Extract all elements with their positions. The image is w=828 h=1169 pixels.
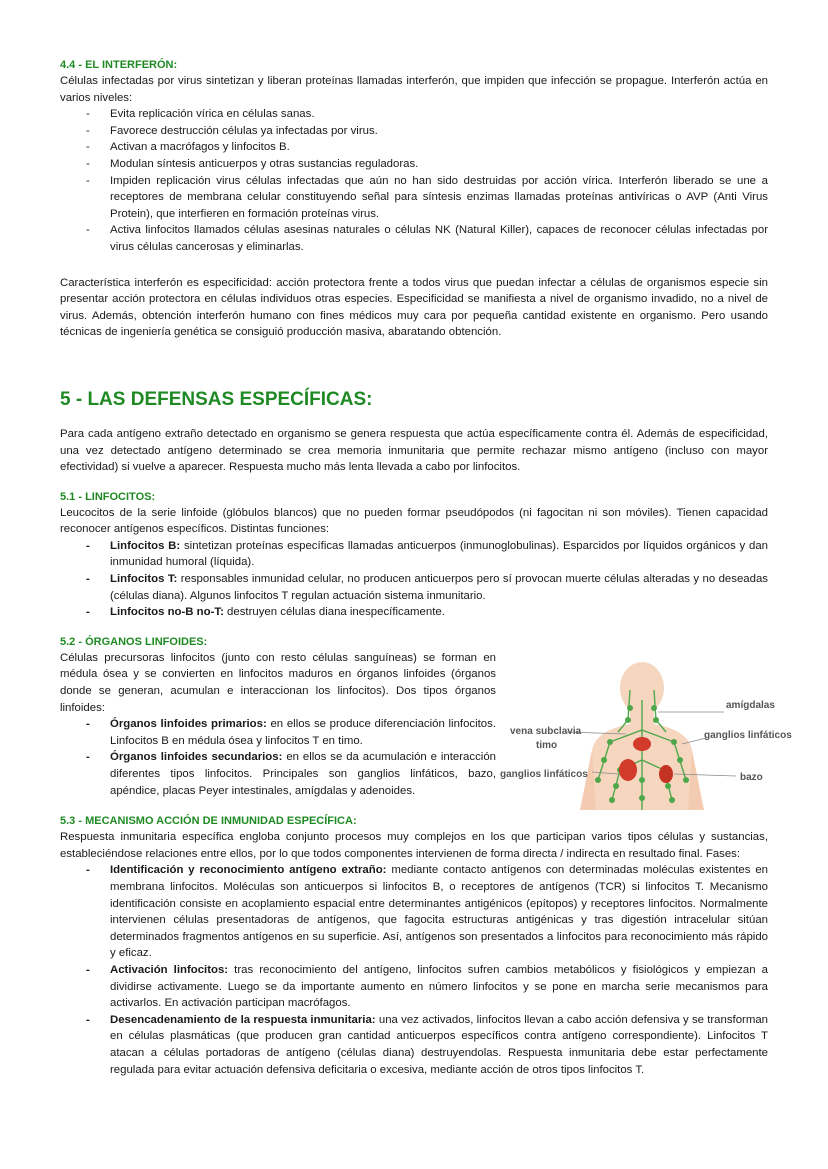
definition: destruyen células diana inespecíficamente. <box>223 606 445 619</box>
document-page <box>60 58 768 1078</box>
section-5-2-intro: Células precursoras linfocitos (junto con resto células sanguíneas) se forman en médula ósea y se convierten en linfocitos maduros en órganos linfoides (órganos donde se generan, acumulan e interaccionan los linfocitos). Dos tipos órganos linfoides: <box>60 651 496 714</box>
label-bazo: bazo <box>740 772 763 783</box>
term: Activación linfocitos: <box>110 963 229 976</box>
definition: responsables inmunidad celular, no producen anticuerpos pero sí provocan muerte células alteradas y no deseadas (células diana). Algunos linfocitos T regulan actuación sistema inmunitario. <box>110 573 768 602</box>
section-4-4-intro: Células infectadas por virus sintetizan y liberan proteínas llamadas interferón, que impiden que infección se propague. Interferón actúa en varios niveles: <box>60 75 768 104</box>
term: Desencadenamiento de la respuesta inmunitaria: <box>110 1013 376 1026</box>
list-item: - Favorece destrucción células ya infectadas por virus. <box>110 123 768 140</box>
section-5-2-heading: 5.2 - ÓRGANOS LINFOIDES: <box>60 635 208 648</box>
spleen <box>659 765 673 783</box>
section-5-3-intro: Respuesta inmunitaria específica engloba conjunto procesos muy complejos en los que participan varios tipos células y sustancias, estableciéndose relaciones entre ellos, por lo que todos componentes intervienen de forma directa / indirecta en resultado final. Fases: <box>60 831 768 860</box>
list-item: - Evita replicación vírica en células sanas. <box>110 106 768 123</box>
definition: en ellos se produce diferenciación linfocitos. Linfocitos B en médula ósea y linfocitos T en timo. <box>110 718 496 747</box>
section-5-intro: Para cada antígeno extraño detectado en organismo se genera respuesta que actúa específicamente contra él. Además de especificidad, una vez detectado antígeno determinado se crea memoria inmunitaria que permite rechazar mismo antígeno (incluso con mayor efectividad) si vuelve a aparecer. Respuesta mucho más lenta llevada a cabo por linfocitos. <box>60 427 768 474</box>
definition: en ellos se da acumulación e interacción diferentes tipos linfocitos. Principales son ganglios linfáticos, bazo, apéndice, placas Peyer intestinales, amígdalas y adenoides. <box>110 751 496 797</box>
term: Identificación y reconocimiento antígeno extraño: <box>110 864 387 877</box>
list-item <box>110 538 768 571</box>
section-5-heading: 5 - LAS DEFENSAS ESPECÍFICAS: <box>60 388 373 410</box>
definition: sintetizan proteínas específicas llamadas anticuerpos (inmunoglobulinas). Esparcidos por líquidos orgánicos y dan inmunidad humoral (líquida). <box>110 539 768 569</box>
section-5-2-text-column <box>60 650 496 799</box>
section-4-4-heading: 4.4 - EL INTERFERÓN: <box>60 59 178 71</box>
thymus <box>633 737 651 751</box>
section-5-1-heading: 5.1 - LINFOCITOS: <box>60 490 156 503</box>
term: Linfocitos T: <box>110 573 178 586</box>
section-5-3-heading: 5.3 - MECANISMO ACCIÓN DE INMUNIDAD ESPECÍFICA: <box>60 815 357 828</box>
lymphocyte-types-list <box>60 538 768 621</box>
list-item <box>110 571 768 604</box>
term: Linfocitos B: <box>110 539 181 552</box>
section-5-1-intro: Leucocitos de la serie linfoide (glóbulos blancos) que no pueden formar pseudópodos (ni fagocitan ni son móviles). Tienen capacidad reconocer antígenos específicos. Distintas funciones: <box>60 506 768 536</box>
term: Órganos linfoides primarios: <box>110 718 267 731</box>
definition: mediante contacto antígenos con determinadas moléculas existentes en membrana linfocitos. Moléculas son anticuerpos si linfocitos B, o receptores de antígenos (TCR) si linfocitos T. Mecanismo identificación consiste en acoplamiento espacial entre determinantes antigénicos (epítopos) y receptores linfocitos. Normalmente intervienen células presentadoras de antígenos, que fagocita estructuras antigénicas y tras digestión intracelular sitúan determinados fragmentos antígenos en su superficie. Así, antígenos son presentados a linfocitos para reconocimiento más rápido y eficaz. <box>110 864 768 960</box>
list-item: - Activa linfocitos llamados células asesinas naturales o células NK (Natural Killer), capaces de reconocer células infectadas por virus células cancerosas y eliminarlas. <box>110 222 768 255</box>
definition: una vez activados, linfocitos llevan a cabo acción defensiva y se transforman en células plasmáticas (que producen gran cantidad anticuerpos específicos contra antígeno correspondiente). Linfocitos T atacan a células portadoras de antígeno (células diana) destruyendolas. Respuesta inmunitaria debe estar perfectamente regulada para evitar actuación defensiva deficitaria o excesiva, mediante acción de otros tipos linfocitos T. <box>110 1013 769 1076</box>
list-item <box>110 604 768 621</box>
list-item <box>110 1012 768 1078</box>
label-amigdalas: amígdalas <box>726 700 775 711</box>
term: Linfocitos no-B no-T: <box>110 606 224 619</box>
list-item <box>110 862 768 962</box>
label-ganglios-right: ganglios linfáticos <box>704 730 792 741</box>
label-ganglios-left: ganglios linfáticos <box>500 769 588 780</box>
immune-phases-list <box>60 862 768 1078</box>
term: Órganos linfoides secundarios: <box>110 751 283 764</box>
heart <box>619 759 637 781</box>
label-vena-subclavia: vena subclavia <box>510 726 582 737</box>
label-timo: timo <box>536 740 558 751</box>
lymphoid-organs-list <box>60 716 496 799</box>
list-item <box>110 749 496 799</box>
lymphatic-system-figure <box>500 660 810 812</box>
list-item <box>110 962 768 1012</box>
interferon-levels-list <box>60 106 768 255</box>
list-item <box>110 716 496 749</box>
list-item: - Impiden replicación virus células infectadas que aún no han sido destruidas por acción vírica. Interferón liberado se une a receptores de membrana celular constituyendo señal para síntesis enzimas llamadas proteínas antivíricas o AVP (Anti Virus Protein), que interfieren en formación proteínas virus. <box>110 173 768 223</box>
list-item: - Modulan síntesis anticuerpos y otras sustancias reguladoras. <box>110 156 768 173</box>
list-item: - Activan a macrófagos y linfocitos B. <box>110 139 768 156</box>
definition: tras reconocimiento del antígeno, linfocitos sufren cambios metabólicos y fisiológicos y empiezan a dividirse activamente. Luego se da importante aumento en número linfocitos y se pone en marcha serie mecanismos para activarlos. En activación participan macrófagos. <box>110 963 769 1010</box>
interferon-specificity-paragraph: Característica interferón es especificidad: acción protectora frente a todos virus que puedan infectar a células de organismos especie sin presentar acción protectora en células individuos otras especies. Especificidad se manifiesta a nivel de organismo invadido, no a nivel de virus. Además, obtención interferón humano con fines médicos muy cara por pequeña cantidad existente en organismo. Pero usando técnicas de ingeniería genética se consiguió producción masiva, abaratando obtención. <box>60 276 768 339</box>
